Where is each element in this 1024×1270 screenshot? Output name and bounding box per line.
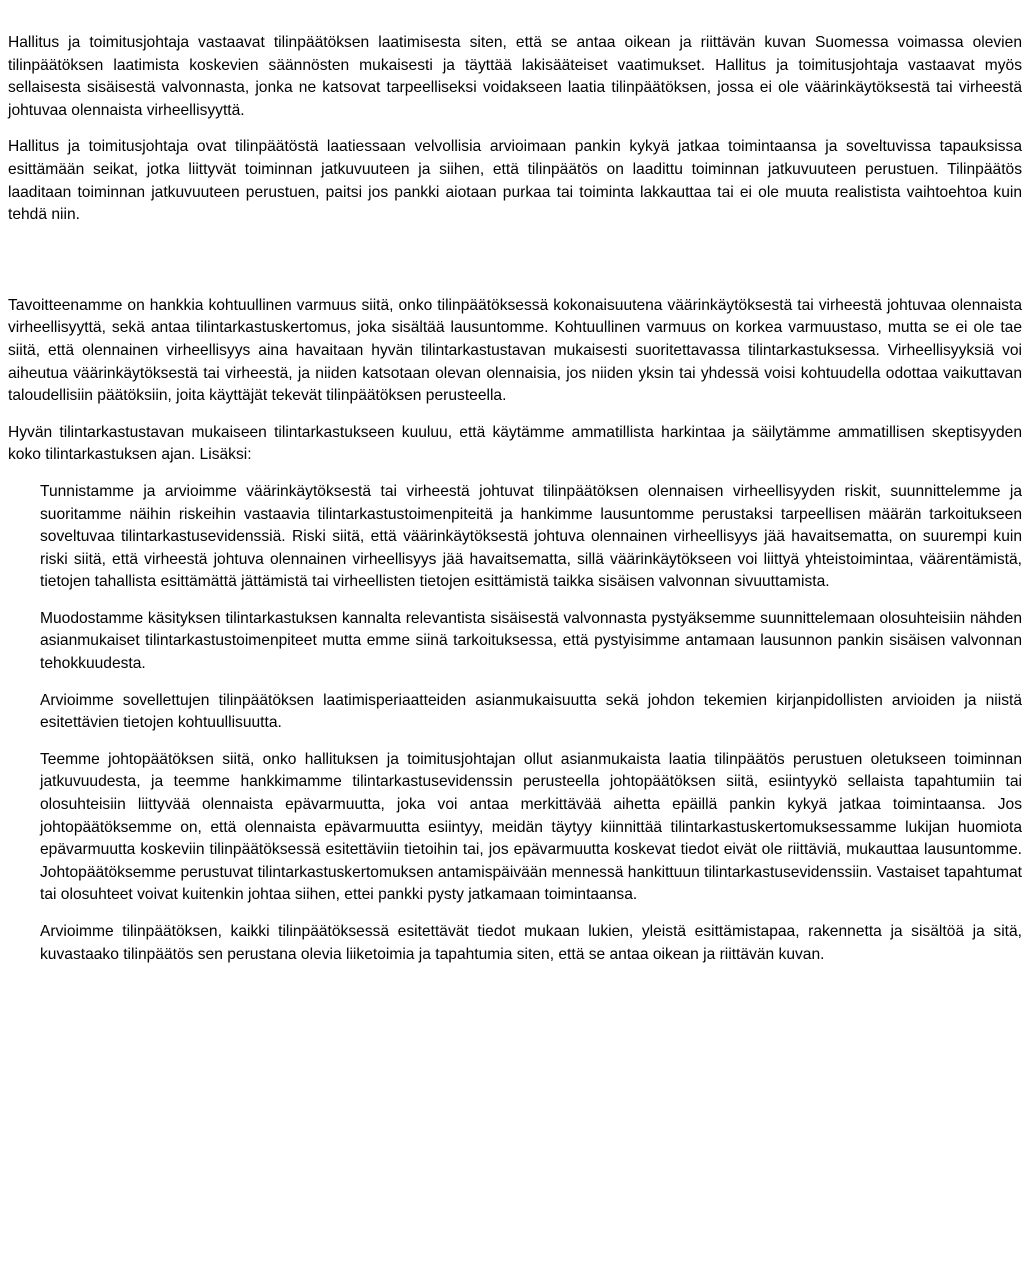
list-item-accounting-policies: Arvioimme sovellettujen tilinpäätöksen laatimisperiaatteiden asianmukaisuutta sekä johdon tekemien kirjanpidollisten arvioiden ja niistä esitettävien tietojen kohtuullisuutta. [40,691,1022,732]
paragraph-professional-judgement: Hyvän tilintarkastustavan mukaiseen tilintarkastukseen kuuluu, että käytämme ammatillista harkintaa ja säilytämme ammatillisen skeptisyyden koko tilintarkastuksen ajan. Lisäksi: [8,423,1022,464]
list-item-going-concern-conclusion: Teemme johtopäätöksen siitä, onko hallituksen ja toimitusjohtajan ollut asianmukaista laatia tilinpäätös perustuen oletukseen toiminnan jatkuvuudesta, ja teemme hankkimamme tilintarkastusevidenssin perusteella johtopäätöksen siitä, esiintyykö sellaista tapahtumiin tai olosuhteisiin liittyvää olennaista epävarmuutta, joka voi antaa merkittävää aihetta epäillä pankin kykyä jatkaa toimintaansa. Jos johtopäätöksemme on, että olennaista epävarmuutta esiintyy, meidän täytyy kiinnittää tilintarkastuskertomuksessamme lukijan huomiota epävarmuutta koskeviin tilinpäätöksessä esitettäviin tietoihin tai, jos epävarmuutta koskevat tiedot eivät ole riittäviä, mukauttaa lausuntomme. Johtopäätöksemme perustuvat tilintarkastuskertomuksen antamispäivään mennessä hankittuun tilintarkastusevidenssiin. Vastaiset tapahtumat tai olosuhteet voivat kuitenkin johtaa siihen, ettei pankki pysty jatkamaan toimintaansa. [40,750,1022,904]
list-item-risk-assessment: Tunnistamme ja arvioimme väärinkäytöksestä tai virheestä johtuvat tilinpäätöksen olennaisen virheellisyyden riskit, suunnittelemme ja suoritamme näihin riskeihin vastaavia tilintarkastustoimenpiteitä ja hankimme lausuntomme perustaksi tarpeellisen määrän tarkoitukseen soveltuvaa tilintarkastusevidenssiä. Riski siitä, että väärinkäytöksestä johtuva olennainen virheellisyys jää havaitsematta, on suurempi kuin riski siitä, että virheestä johtuva olennainen virheellisyys jää havaitsematta, sillä väärinkäytökseen voi liittyä yhteistoimintaa, väärentämistä, tietojen tahallista esittämättä jättämistä tai virheellisten tietojen esittämistä taikka sisäisen valvonnan sivuuttamista. [40,482,1022,591]
paragraph-auditor-objective: Tavoitteenamme on hankkia kohtuullinen varmuus siitä, onko tilinpäätöksessä kokonaisuutena väärinkäytöksestä tai virheestä johtuvaa olennaista virheellisyyttä, sekä antaa tilintarkastuskertomus, joka sisältää lausuntomme. Kohtuullinen varmuus on korkea varmuustaso, mutta se ei ole tae siitä, että olennainen virheellisyys aina havaitaan hyvän tilintarkastustavan mukaisesti suoritettavassa tilintarkastuksessa. Virheellisyyksiä voi aiheutua väärinkäytöksestä tai virheestä, ja niiden katsotaan olevan olennaisia, jos niiden yksin tai yhdessä voisi kohtuudella odottaa vaikuttavan taloudellisiin päätöksiin, joita käyttäjät tekevät tilinpäätöksen perusteella. [8,296,1022,405]
document-page [8,32,1022,966]
list-item-internal-control: Muodostamme käsityksen tilintarkastuksen kannalta relevantista sisäisestä valvonnasta pystyäksemme suunnittelemaan olosuhteisiin nähden asianmukaiset tilintarkastustoimenpiteet mutta emme siinä tarkoituksessa, että pystyisimme antamaan lausunnon pankin sisäisen valvonnan tehokkuudesta. [40,609,1022,673]
paragraph-board-responsibility: Hallitus ja toimitusjohtaja vastaavat tilinpäätöksen laatimisesta siten, että se antaa oikean ja riittävän kuvan Suomessa voimassa olevien tilinpäätöksen laatimista koskevien säännösten mukaisesti ja täyttää lakisääteiset vaatimukset. Hallitus ja toimitusjohtaja vastaavat myös sellaisesta sisäisestä valvonnasta, jonka ne katsovat tarpeelliseksi voidakseen laatia tilinpäätöksen, jossa ei ole väärinkäytöksestä tai virheestä johtuvaa olennaista virheellisyyttä. [8,34,1022,119]
paragraph-going-concern: Hallitus ja toimitusjohtaja ovat tilinpäätöstä laatiessaan velvollisia arvioimaan pankin kykyä jatkaa toimintaansa ja soveltuvissa tapauksissa esittämään seikat, jotka liittyvät toiminnan jatkuvuuteen ja siihen, että tilinpäätös on laadittu toiminnan jatkuvuuteen perustuen. Tilinpäätös laaditaan toiminnan jatkuvuuteen perustuen, paitsi jos pankki aiotaan purkaa tai toiminta lakkauttaa tai ei ole muuta realistista vaihtoehtoa kuin tehdä niin. [8,138,1022,224]
list-item-overall-presentation: Arvioimme tilinpäätöksen, kaikki tilinpäätöksessä esitettävät tiedot mukaan lukien, yleistä esittämistapaa, rakennetta ja sisältöä ja sitä, kuvastaako tilinpäätös sen perustana olevia liiketoimia ja tapahtumia siten, että se antaa oikean ja riittävän kuvan. [40,923,1022,963]
